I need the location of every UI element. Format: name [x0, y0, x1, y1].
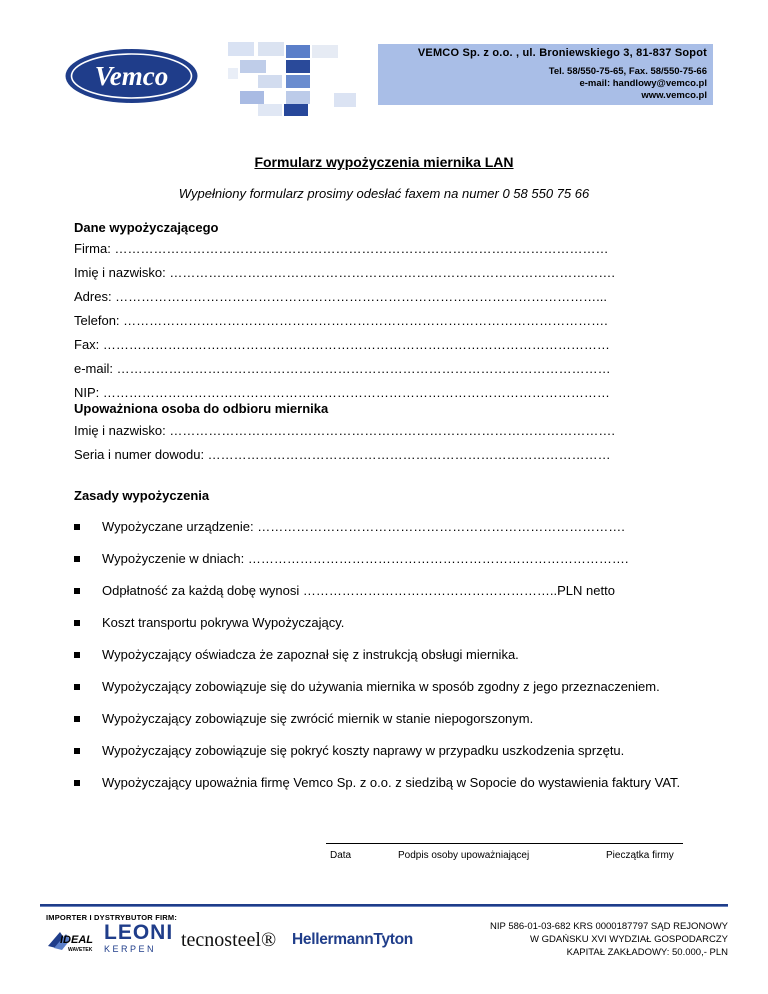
- field-auth-dowod[interactable]: Seria i numer dowodu: …………………………………………………………………………………: [74, 447, 611, 462]
- hellermanntyton-logo: [292, 931, 413, 949]
- legal-line-3: KAPITAŁ ZAKŁADOWY: 50.000,- PLN: [566, 947, 728, 958]
- hellermann-logo-text: Hellermann: [292, 931, 374, 948]
- footer-divider: [40, 904, 728, 907]
- field-telefon[interactable]: Telefon: ………………………………………………………………………………………………….: [74, 313, 608, 328]
- rule-item: Wypożyczający zobowiązuje się zwrócić miernik w stanie niepogorszonym.: [74, 708, 694, 730]
- ideal-logo-text: IDEAL: [60, 934, 93, 946]
- rule-item[interactable]: Odpłatność za każdą dobę wynosi …………………………………………………..PLN netto: [74, 580, 694, 602]
- section-borrower-heading: Dane wypożyczającego: [74, 220, 219, 235]
- rule-item: Koszt transportu pokrywa Wypożyczający.: [74, 612, 694, 634]
- tyton-logo-text: Tyton: [373, 931, 413, 948]
- header-contact-bar: [378, 44, 713, 105]
- field-fax[interactable]: Fax: ………………………………………………………………………………………………………: [74, 337, 610, 352]
- field-email[interactable]: e-mail: ……………………………………………………………………………………………………: [74, 361, 611, 376]
- company-phone: Tel. 58/550-75-65, Fax. 58/550-75-66: [548, 66, 707, 77]
- leoni-logo-subtext: KERPEN: [104, 944, 157, 954]
- logo-text: Vemco: [94, 61, 169, 91]
- field-firma[interactable]: Firma: ……………………………………………………………………………………………………: [74, 241, 609, 256]
- rule-item[interactable]: Wypożyczenie w dniach: …………………………………………………………………………….: [74, 548, 694, 570]
- signature-person-label: Podpis osoby upoważniającej: [398, 850, 530, 861]
- rule-item[interactable]: Wypożyczane urządzenie: ………………………………………………………………………….: [74, 516, 694, 538]
- rule-item: Wypożyczający oświadcza że zapoznał się z instrukcją obsługi miernika.: [74, 644, 694, 666]
- signature-line[interactable]: [326, 843, 683, 844]
- ideal-logo-subtext: WAVETEK: [68, 947, 93, 952]
- signature-stamp-label: Pieczątka firmy: [606, 850, 674, 861]
- field-nip[interactable]: NIP: ………………………………………………………………………………………………………: [74, 385, 610, 400]
- leoni-logo: [104, 922, 173, 954]
- tecnosteel-logo: tecnosteel®: [181, 929, 277, 951]
- company-website: www.vemco.pl: [641, 90, 707, 101]
- section-authorized-heading: Upoważniona osoba do odbioru miernika: [74, 401, 329, 416]
- ideal-logo: [46, 926, 94, 952]
- company-address: VEMCO Sp. z o.o. , ul. Broniewskiego 3, 81-837 Sopot: [417, 47, 707, 59]
- legal-line-1: NIP 586-01-03-682 KRS 0000187797 SĄD REJONOWY: [490, 921, 728, 932]
- field-adres[interactable]: Adres: …………………………………………………………………………………………………...: [74, 289, 608, 304]
- legal-line-2: W GDAŃSKU XVI WYDZIAŁ GOSPODARCZY: [530, 934, 728, 945]
- header-mosaic: [228, 42, 358, 118]
- vemco-logo: [64, 47, 199, 105]
- signature-date-label: Data: [330, 850, 352, 861]
- rule-item: Wypożyczający upoważnia firmę Vemco Sp. z o.o. z siedzibą w Sopocie do wystawienia faktury VAT.: [74, 772, 694, 794]
- form-title: Formularz wypożyczenia miernika LAN: [254, 154, 514, 170]
- rule-item: Wypożyczający zobowiązuje się pokryć koszty naprawy w przypadku uszkodzenia sprzętu.: [74, 740, 694, 762]
- rules-list: [74, 516, 694, 804]
- field-imie-nazwisko[interactable]: Imię i nazwisko: ………………………………………………………………………………………….: [74, 265, 615, 280]
- importer-label: IMPORTER I DYSTRYBUTOR FIRM:: [46, 913, 178, 922]
- section-rules-heading: Zasady wypożyczenia: [74, 488, 210, 503]
- company-email: e-mail: handlowy@vemco.pl: [579, 78, 707, 89]
- field-auth-imie-nazwisko[interactable]: Imię i nazwisko: ………………………………………………………………………………………….: [74, 423, 615, 438]
- rule-item: Wypożyczający zobowiązuje się do używania miernika w sposób zgodny z jego przeznaczeniem.: [74, 676, 694, 698]
- form-subtitle: Wypełniony formularz prosimy odesłać faxem na numer 0 58 550 75 66: [178, 186, 590, 201]
- leoni-logo-text: LEONI: [104, 921, 174, 944]
